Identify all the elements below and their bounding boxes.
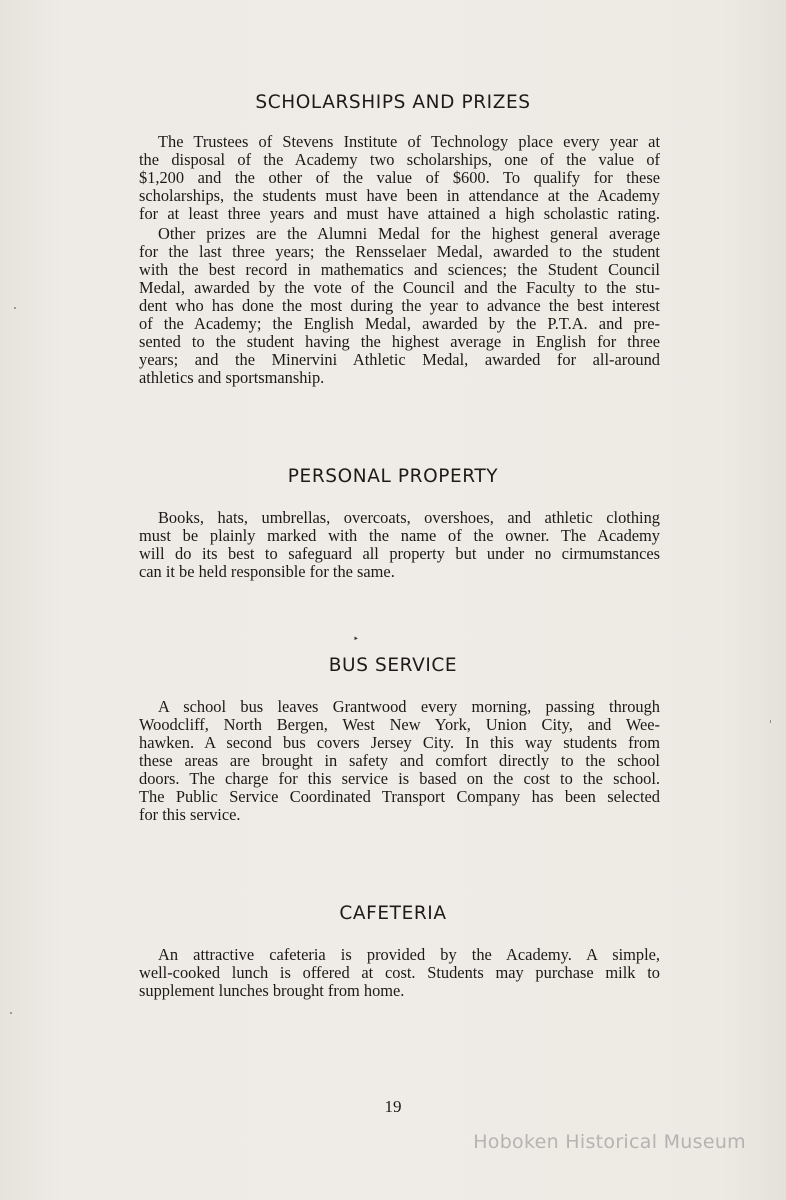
text-line: An attractive cafeteria is provided by the Academy. A simple, (158, 945, 660, 964)
text-line: dent who has done the most during the year to advance the best interest (139, 296, 660, 316)
section-heading-bus-service: BUS SERVICE (328, 655, 458, 676)
text-line: sented to the student having the highest average in English for three (139, 332, 660, 352)
page-number: 19 (384, 1097, 402, 1116)
paragraph-bus-service (139, 698, 660, 824)
text-line: Woodcliff, North Bergen, West New York, Union City, and Wee- (139, 715, 660, 735)
text-line: must be plainly marked with the name of the owner. The Academy (139, 526, 660, 546)
text-line: athletics and sportsmanship. (139, 368, 325, 388)
text-line: the disposal of the Academy two scholarships, one of the value of (139, 150, 660, 170)
text-line: well-cooked lunch is offered at cost. Students may purchase milk to (139, 963, 660, 983)
text-line: for this service. (139, 805, 241, 825)
paragraph-cafeteria (139, 946, 660, 1000)
paper-speck (10, 1012, 12, 1014)
text-line: scholarships, the students must have been in attendance at the Academy (139, 186, 660, 206)
text-line: can it be held responsible for the same. (139, 562, 395, 582)
text-line: Other prizes are the Alumni Medal for the highest general average (158, 224, 660, 243)
text-line: of the Academy; the English Medal, awarded by the P.T.A. and pre- (139, 314, 660, 334)
text-line: for at least three years and must have attained a high scholastic rating. (139, 204, 660, 224)
paper-speck (770, 720, 771, 723)
text-line: The Trustees of Stevens Institute of Technology place every year at (158, 132, 660, 151)
text-line: hawken. A second bus covers Jersey City. In this way students from (139, 733, 660, 753)
text-line: these areas are brought in safety and comfort directly to the school (139, 751, 660, 771)
paper-speck (14, 307, 16, 309)
text-line: Books, hats, umbrellas, overcoats, overshoes, and athletic clothing (158, 508, 660, 527)
museum-watermark: Hoboken Historical Museum (473, 1131, 746, 1153)
text-line: A school bus leaves Grantwood every morning, passing through (158, 697, 660, 716)
section-heading-scholarships: SCHOLARSHIPS AND PRIZES (255, 92, 531, 113)
text-line: will do its best to safeguard all property but under no cirmumstances (139, 544, 660, 564)
text-line: doors. The charge for this service is based on the cost to the school. (139, 769, 660, 789)
text-line: The Public Service Coordinated Transport Company has been selected (139, 787, 660, 807)
paragraph-prizes (139, 225, 660, 387)
text-line: years; and the Minervini Athletic Medal, awarded for all-around (139, 350, 660, 370)
section-heading-personal-property: PERSONAL PROPERTY (287, 466, 499, 487)
paragraph-scholarships (139, 133, 660, 223)
text-line: $1,200 and the other of the value of $600. To qualify for these (139, 168, 660, 188)
text-line: with the best record in mathematics and sciences; the Student Council (139, 260, 660, 280)
text-line: for the last three years; the Rensselaer Medal, awarded to the student (139, 242, 660, 262)
text-line: Medal, awarded by the vote of the Council and the Faculty to the stu- (139, 278, 660, 298)
paragraph-personal-property (139, 509, 660, 581)
stray-print-mark: ‣ (353, 634, 359, 645)
text-line: supplement lunches brought from home. (139, 981, 405, 1001)
section-heading-cafeteria: CAFETERIA (339, 903, 447, 924)
